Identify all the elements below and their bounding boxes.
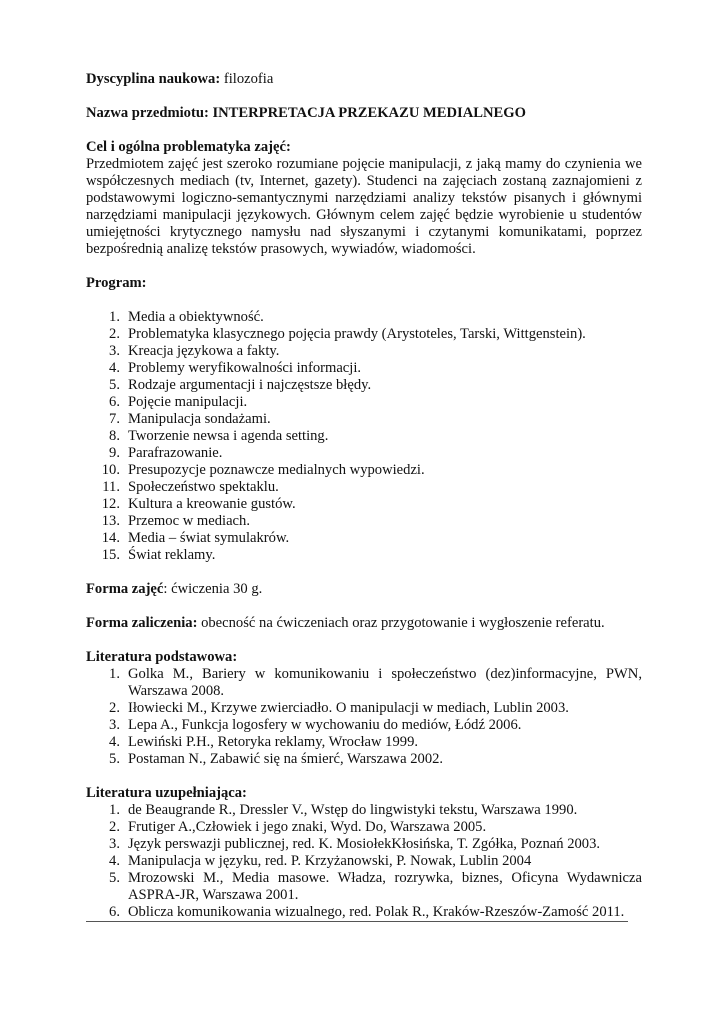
literature-extra-title: Literatura uzupełniająca: [86,785,247,801]
list-item [86,734,642,751]
list-number: 2. [109,700,120,716]
document-page [86,71,642,921]
list-text: Manipulacja w języku, red. P. Krzyżanowski, P. Nowak, Lublin 2004 [128,853,532,869]
form-classes-label: Forma zajęć [86,581,164,597]
list-item [86,836,642,853]
list-number: 7. [109,411,120,427]
subject-line [86,105,642,122]
list-item [86,394,642,411]
list-number: 1. [109,802,120,818]
list-text: Lewiński P.H., Retoryka reklamy, Wrocław 1999. [128,734,419,750]
list-text: Problemy weryfikowalności informacji. [128,360,362,376]
list-number: 11. [102,479,120,495]
list-number: 2. [109,819,120,835]
list-number: 4. [109,734,120,750]
list-text: Media – świat symulakrów. [128,530,290,546]
list-item [86,479,642,496]
list-item [86,666,642,700]
list-item [86,343,642,360]
list-item [86,819,642,836]
list-item [86,462,642,479]
list-item [86,496,642,513]
list-number: 1. [109,666,120,682]
list-number: 13. [101,513,120,529]
list-text: Media a obiektywność. [128,309,264,325]
list-text: Postaman N., Zabawić się na śmierć, Warszawa 2002. [128,751,444,767]
list-number: 5. [109,751,120,767]
list-item [86,309,642,326]
list-text: Mrozowski M., Media masowe. Władza, rozrywka, biznes, Oficyna Wydawnicza ASPRA-JR, Warszawa 2001. [128,870,642,903]
list-text: Manipulacja sondażami. [128,411,271,427]
discipline-label: Dyscyplina naukowa: [86,71,221,87]
list-item [86,751,642,768]
program-title: Program: [86,275,147,291]
list-text: Tworzenie newsa i agenda setting. [128,428,329,444]
discipline-value: filozofia [220,71,274,87]
list-number: 2. [109,326,120,342]
list-text: Lepa A., Funkcja logosfery w wychowaniu do mediów, Łódź 2006. [128,717,522,733]
list-item [86,360,642,377]
form-credit-value: obecność na ćwiczeniach oraz przygotowanie i wygłoszenie referatu. [197,615,605,631]
list-text: Problematyka klasycznego pojęcia prawdy (Arystoteles, Tarski, Wittgenstein). [128,326,586,342]
list-text: de Beaugrande R., Dressler V., Wstęp do lingwistyki tekstu, Warszawa 1990. [128,802,578,818]
list-number: 3. [109,717,120,733]
list-text: Kreacja językowa a fakty. [128,343,280,359]
list-text: Presupozycje poznawcze medialnych wypowiedzi. [128,462,425,478]
list-number: 6. [109,904,120,920]
list-item [86,547,642,564]
list-text: Iłowiecki M., Krzywe zwierciadło. O manipulacji w mediach, Lublin 2003. [128,700,569,716]
form-classes-value: : ćwiczenia 30 g. [163,581,263,597]
list-number: 9. [109,445,120,461]
list-item [86,904,642,921]
list-text: Golka M., Bariery w komunikowaniu i społeczeństwo (dez)informacyjne, PWN, Warszawa 2008. [128,666,642,699]
list-number: 3. [109,836,120,852]
list-item [86,428,642,445]
list-number: 4. [109,853,120,869]
list-number: 1. [109,309,120,325]
list-number: 12. [101,496,120,512]
list-number: 5. [109,377,120,393]
goal-text: Przedmiotem zajęć jest szeroko rozumiane pojęcie manipulacji, z jaką mamy do czynienia we współczesnych mediach (tv, Internet, gazety). Studenci na zajęciach zostaną zaznajomieni z podstawowymi logiczno-semantycznymi narzędziami analizy tekstów pisanych i głównymi narzędziami manipulacji językowych. Głównym celem zajęć będzie wyrobienie u studentów umiejętności krytycznego namysłu nad słyszanymi i czytanymi komunikatami, poprzez bezpośrednią analizę tekstów prasowych, wywiadów, wiadomości. [86,156,642,257]
literature-basic-title: Literatura podstawowa: [86,649,238,665]
program-list [86,309,642,564]
list-text: Świat reklamy. [128,547,216,563]
list-text: Pojęcie manipulacji. [128,394,248,410]
list-item [86,445,642,462]
list-number: 6. [109,394,120,410]
list-number: 15. [101,547,120,563]
list-number: 3. [109,343,120,359]
form-classes-line [86,581,642,598]
list-item [86,377,642,394]
list-text: Język perswazji publicznej, red. K. MosiołekKłosińska, T. Zgółka, Poznań 2003. [128,836,601,852]
list-text: Społeczeństwo spektaklu. [128,479,279,495]
list-text: Kultura a kreowanie gustów. [128,496,296,512]
list-item [86,802,642,819]
goal-title: Cel i ogólna problematyka zajęć: [86,139,291,155]
list-item [86,870,642,904]
list-number: 10. [101,462,120,478]
list-item [86,513,642,530]
list-item [86,530,642,547]
list-number: 8. [109,428,120,444]
list-text: Rodzaje argumentacji i najczęstsze błędy. [128,377,372,393]
list-item [86,700,642,717]
list-item [86,717,642,734]
list-text: Przemoc w mediach. [128,513,250,529]
literature-basic-list [86,666,642,768]
list-item [86,853,642,870]
list-text: Parafrazowanie. [128,445,223,461]
list-number: 5. [109,870,120,886]
discipline-line [86,71,642,88]
form-credit-label: Forma zaliczenia: [86,615,198,631]
list-number: 4. [109,360,120,376]
footer-divider [86,921,628,922]
literature-extra-list [86,802,642,921]
list-text: Frutiger A.,Człowiek i jego znaki, Wyd. Do, Warszawa 2005. [128,819,487,835]
list-item [86,326,642,343]
list-item [86,411,642,428]
subject-label: Nazwa przedmiotu: [86,105,209,121]
list-number: 14. [101,530,120,546]
subject-value: INTERPRETACJA PRZEKAZU MEDIALNEGO [208,105,526,121]
form-credit-line [86,615,642,632]
list-text: Oblicza komunikowania wizualnego, red. Polak R., Kraków-Rzeszów-Zamość 2011. [128,904,625,920]
